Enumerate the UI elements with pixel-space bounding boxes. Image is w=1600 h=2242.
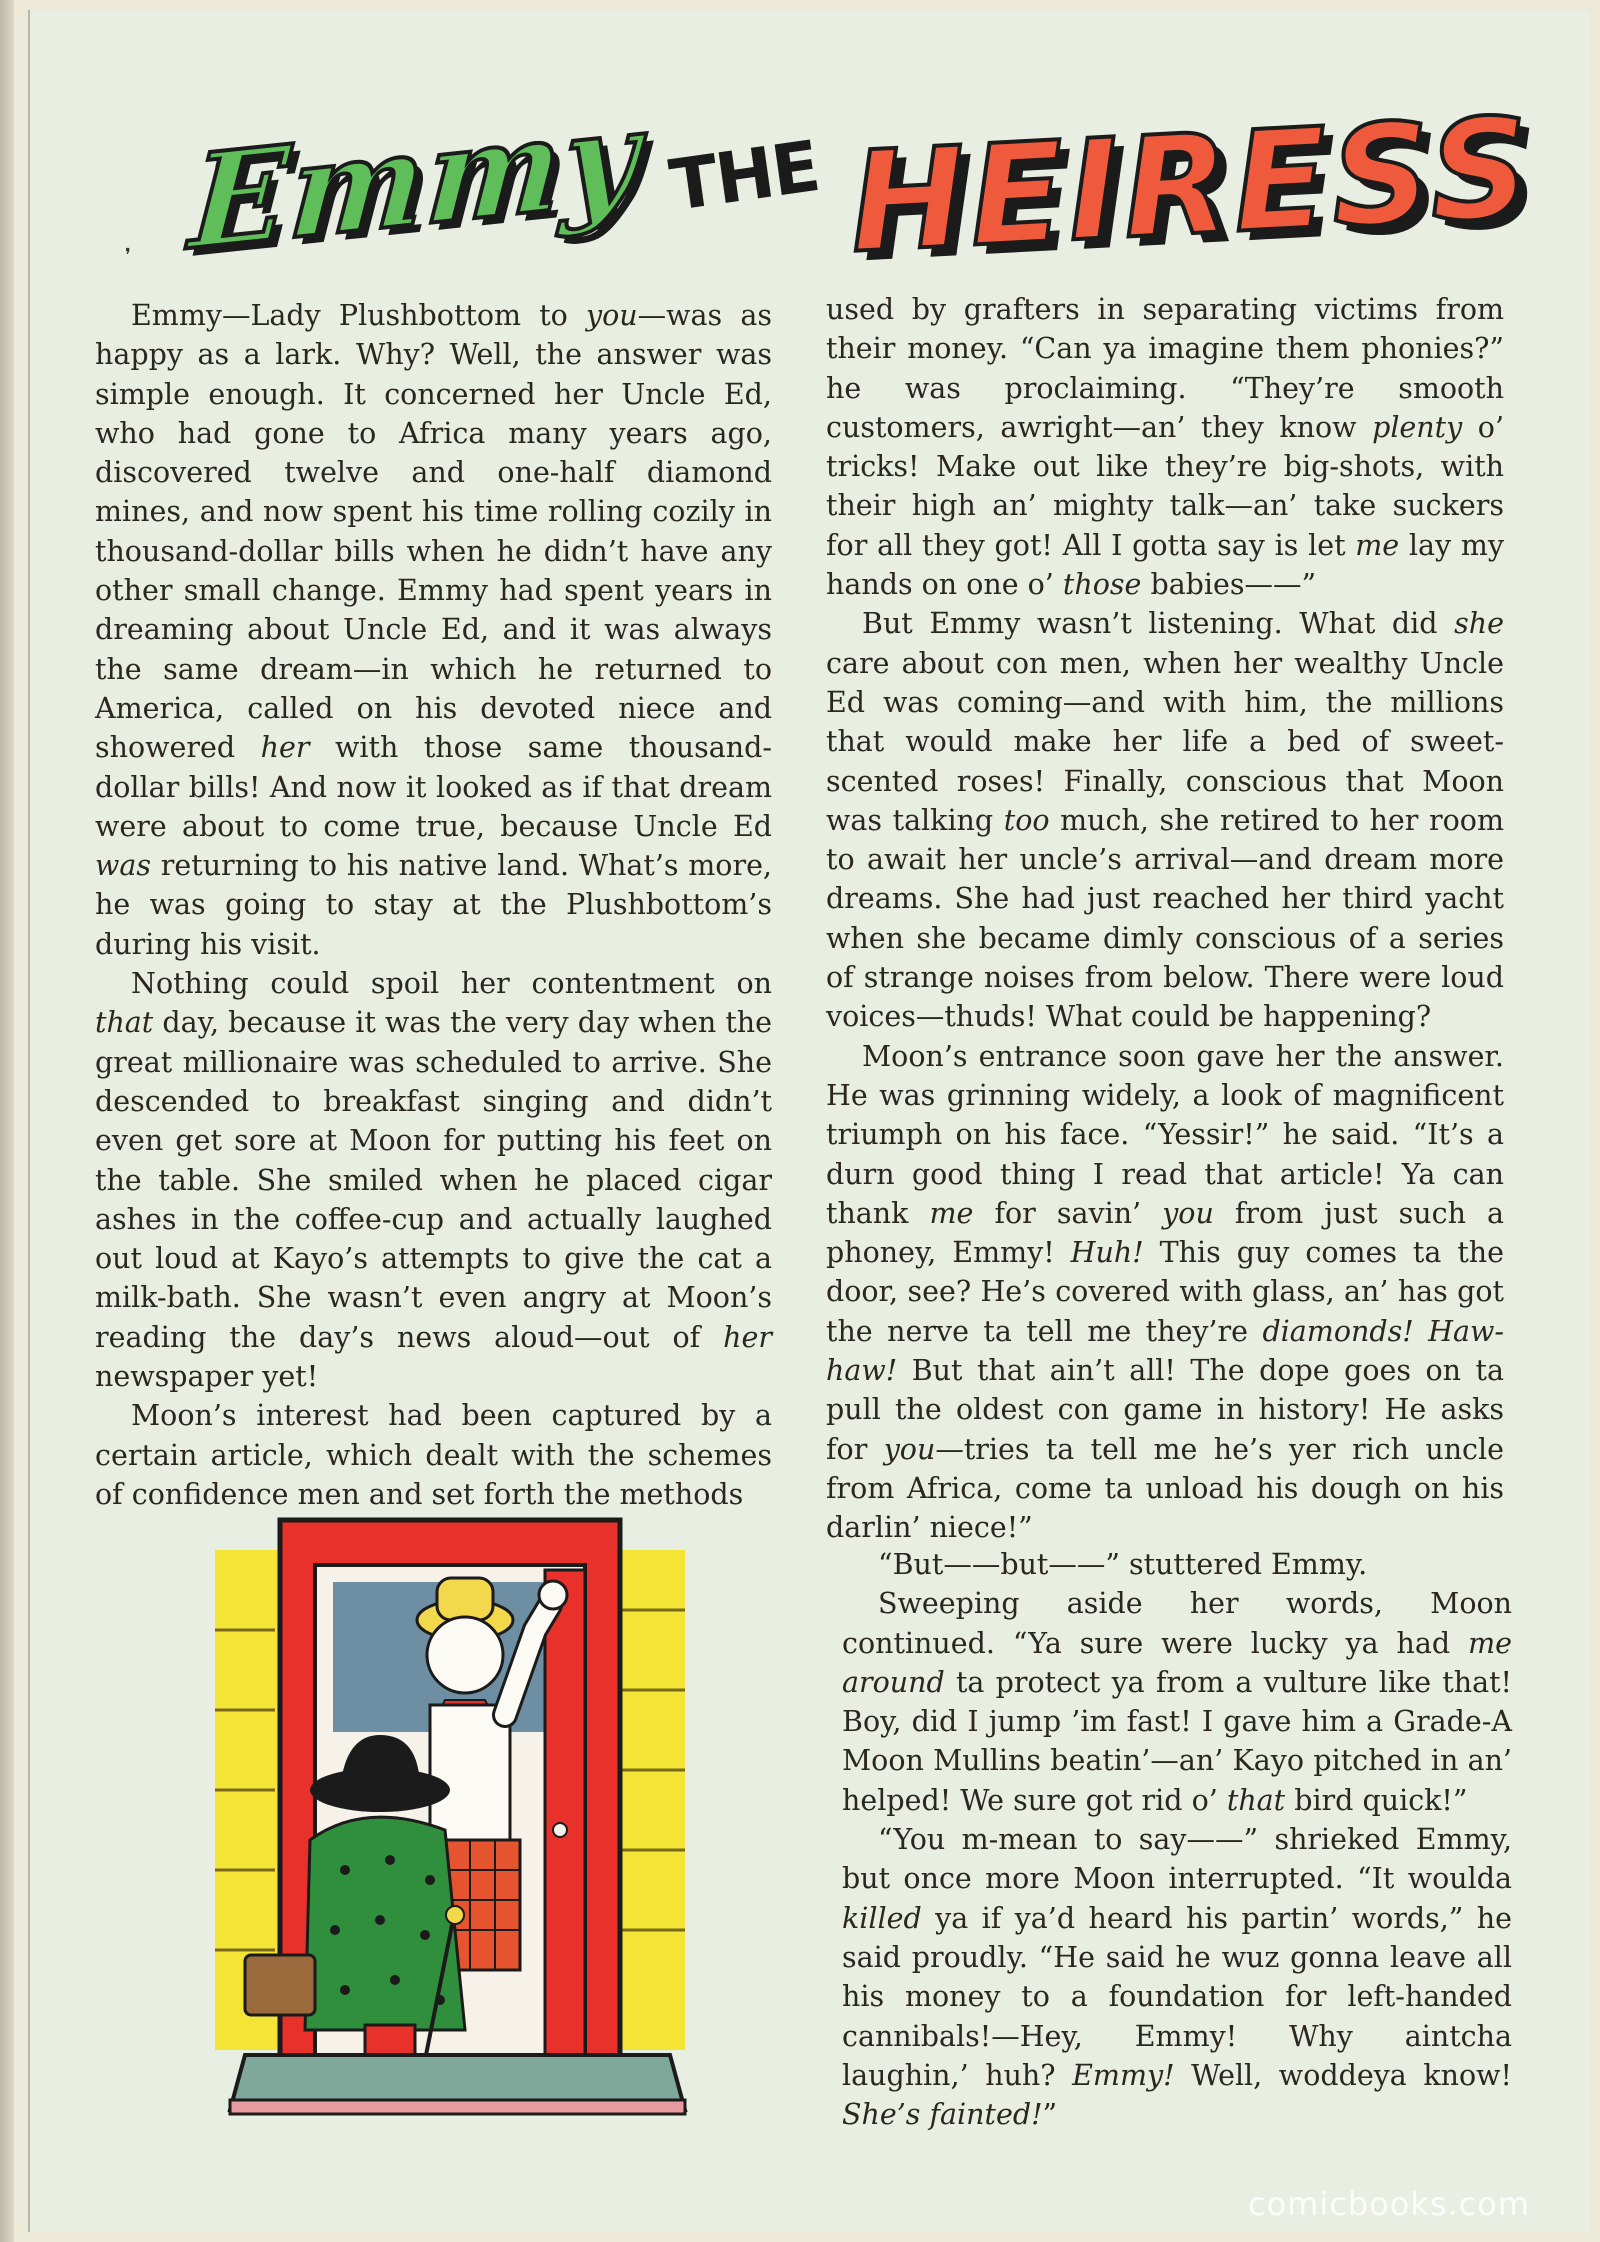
story-paragraph: Moon’s interest had been captured by a certain article, which dealt with the schemes of confidence men and set forth the methods [95,1399,772,1511]
story-title [150,50,1538,300]
open-door [545,1570,585,2060]
title-the: THE [665,125,824,227]
step-edge [230,2100,685,2114]
uncle-boot [365,2025,415,2055]
story-paragraph: “But——but——” stuttered Emmy. [878,1548,1368,1581]
story-column-right-lower [842,1545,1512,2134]
diamond-ring [446,1906,464,1924]
stray-mark: ❜ [125,245,131,266]
moon-hat [437,1578,493,1620]
uncle-suitcase [245,1955,315,2015]
title-emmy: Emmy [185,80,645,280]
story-paragraph: Emmy—Lady Plushbottom to you—was as happy as a lark. Why? Well, the answer was simple enough. It concerned her Uncle Ed, who had gone to Africa many years ago, discovered twelve and one-half diamond mines, and now spent his time rolling cozily in thousand-dollar bills when he didn’t have any other small change. Emmy had spent years in dreaming about Uncle Ed, and it was always the same dream—in which he returned to America, called on his devoted niece and showered her with those same thousand-dollar bills! And now it looked as if that dream were about to come true, because Uncle Ed was returning to his native land. What’s more, he was going to stay at the Plushbottom’s during his visit. [95,299,772,961]
title-heiress: HEIRESS [846,87,1538,284]
moon-face [427,1617,503,1693]
story-paragraph: “You m-mean to say——” shrieked Emmy, but once more Moon interrupted. “It woulda killed ya if ya’d heard his partin’ words,” he said proudly. “He said he wuz gonna leave all his money to a foundation for left-handed cannibals!—Hey, Emmy! Why aintcha laughin,’ huh? Emmy! Well, woddeya know! She’s fainted!” [842,1823,1512,2132]
story-paragraph: used by grafters in separating victims from their money. “Can ya imagine them phonies?” he was proclaiming. “They’re smooth customers, awright—an’ they know plenty o’ tricks! Make out like they’re big-shots, with their high an’ mighty talk—an’ take suckers for all they got! All I gotta say is let me lay my hands on one o’ those babies——” [826,293,1505,602]
story-paragraph: Moon’s entrance soon gave her the answer. He was grinning widely, a look of magnificent triumph on his face. “Yessir!” he said. “It’s a durn good thing I read that article! Ya can thank me for savin’ you from just such a phoney, Emmy! Huh! This guy comes ta the door, see? He’s covered with glass, an’ has got the nerve ta tell me they’re diamonds! Haw-haw! But that ain’t all! The dope goes on ta pull the oldest con game in history! He asks for you—tries ta tell me he’s yer rich uncle from Africa, come ta unload his dough on his darlin’ niece!” [826,1039,1505,1545]
moon-fist [539,1581,567,1609]
story-paragraph: Nothing could spoil her contentment on that day, because it was the very day when the great millionaire was scheduled to arrive. She descended to breakfast singing and didn’t even get sore at Moon for putting his feet on the table. She smiled when he placed cigar ashes in the coffee-cup and actually laughed out loud at Kayo’s attempts to give the cat a milk-bath. She wasn’t even angry at Moon’s reading the day’s news aloud—out of her newspaper yet! [95,967,772,1394]
watermark: comicbooks.com [1247,2185,1530,2223]
story-paragraph: Sweeping aside her words, Moon continued. “Ya sure were lucky ya had me around ta protect ya from a vulture like that! Boy, did I jump ’im fast! I gave him a Grade-A Moon Mullins beatin’—an’ Kayo pitched in an’ helped! We sure got rid o’ that bird quick!” [842,1587,1512,1817]
story-paragraph: But Emmy wasn’t listening. What did she care about con men, when her wealthy Uncle Ed was coming—and with him, the millions that would make her life a bed of sweet-scented roses! Finally, conscious that Moon was talking too much, she retired to her room to await her uncle’s arrival—and dream more dreams. She had just reached her third yacht when she became dimly conscious of a series of strange noises from below. There were loud voices—thuds! What could be happening? [826,607,1504,1034]
story-column-right [826,290,1504,1548]
doorway-illustration [215,1510,705,2120]
door-knob [553,1823,567,1837]
story-column-left [95,296,772,1514]
page-binding [0,0,14,2242]
